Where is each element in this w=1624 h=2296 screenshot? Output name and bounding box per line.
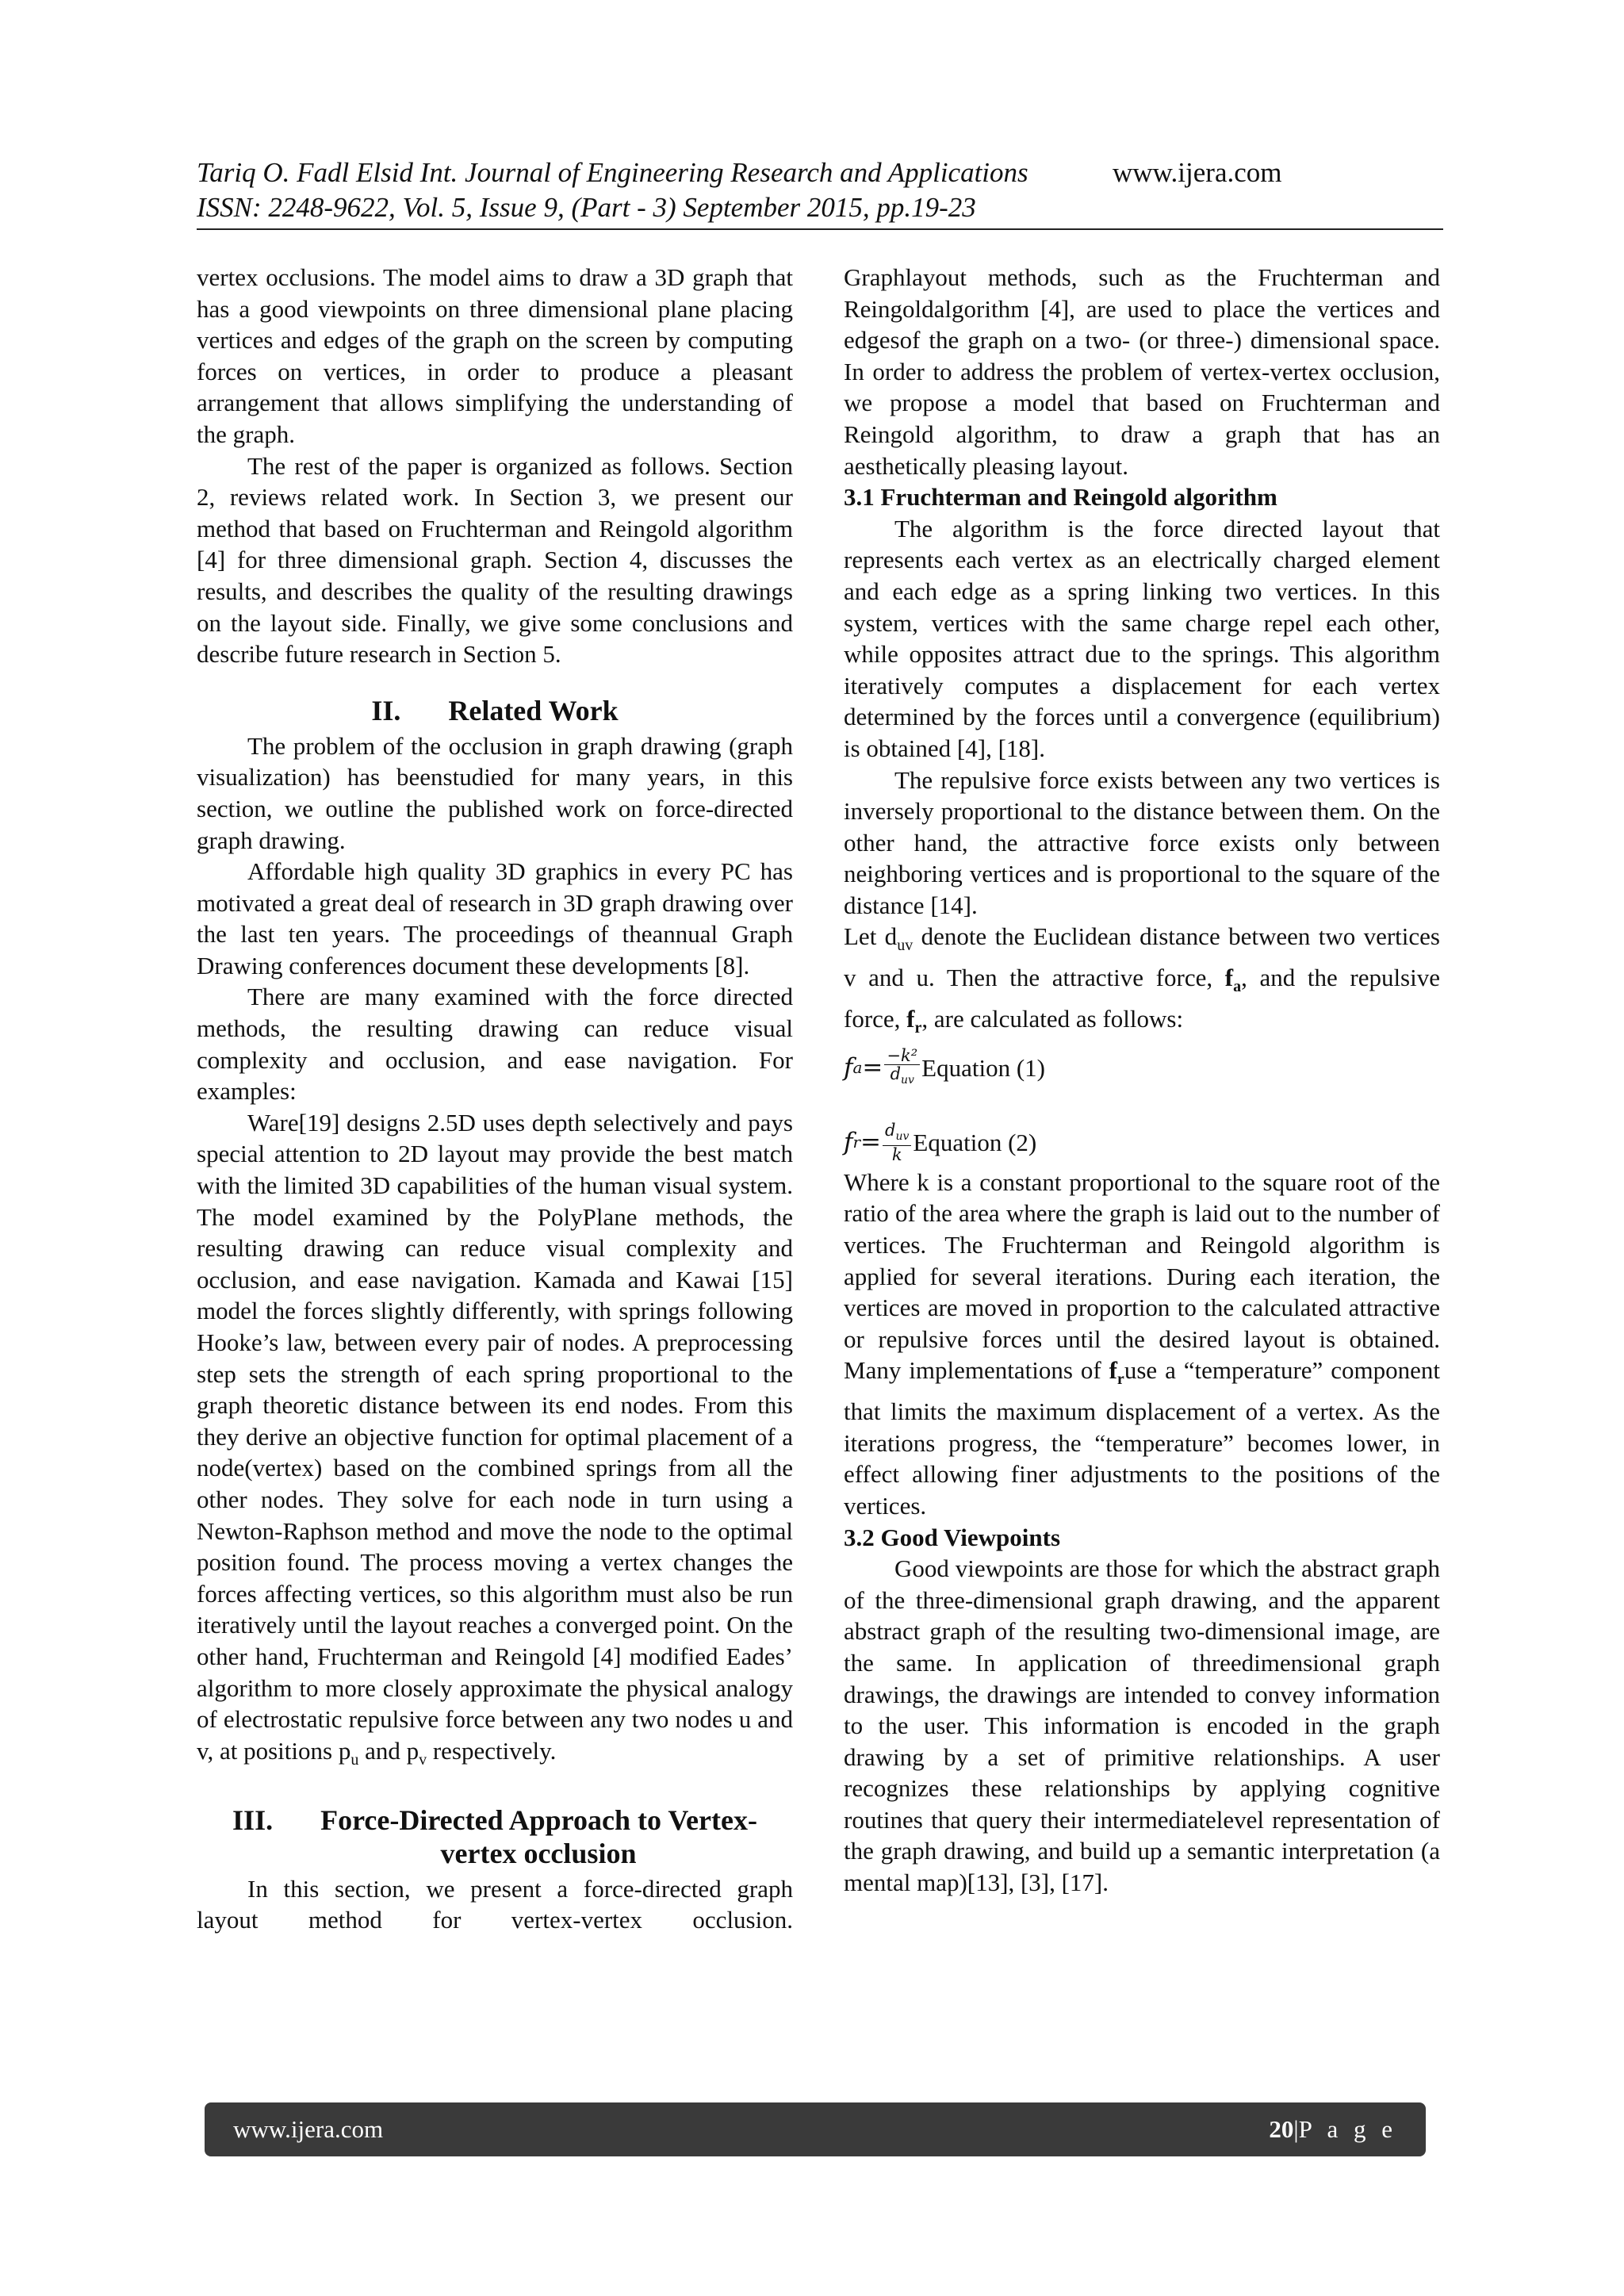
footer-website[interactable]: www.ijera.com xyxy=(233,2115,384,2143)
right-paragraph-3: The repulsive force exists between any two vertices is inversely proportional to the distance between them. On the other hand, the attractive force exists only between neighboring vertices and is proportional to the square of the distance [14]. xyxy=(844,765,1440,919)
right-paragraph-4: Let $d_{uv}$ denote the Euclidean distance between two vertices v and u. Then the attractive force, $f_a$, and the repulsive force, $f_r$, are calculated as follows: xyxy=(844,922,1440,1037)
right-paragraph-6: Good viewpoints are those for which the abstract graph of the three-dimensional graph drawing, and the apparent abstract graph of the resulting two-dimensional image, are the same. In application of threedimensional graph drawings, the drawings are intended to convey information to the user. This information is encoded in the graph drawing by a set of primitive relationships. A user recognizes these relationships by applying cognitive routines that query their intermediatelevel representation of the graph drawing, and build up a semantic interpretation (a mental map)[13], [3], [17]. xyxy=(844,1554,1440,1897)
equation-1-fraction: $\frac{\text{−k²}}{d_{uv}}$ xyxy=(884,1047,920,1089)
section-3-title-line-2: vertex occlusion xyxy=(440,1837,637,1869)
section-2-heading xyxy=(197,694,793,727)
page-number: 20|P a g e xyxy=(1269,2115,1397,2143)
left-paragraph-3: The problem of the occlusion in graph drawing (graph visualization) has beenstudied for many years, in this section, we outline the published work on force-directed graph drawing. xyxy=(197,731,793,854)
left-paragraph-6: Ware[19] designs 2.5D uses depth selectively and pays special attention to 2D layout may provide the best match with the limited 3D capabilities of the human visual system. The model examined by the PolyPlane methods, the resulting drawing can reduce visual complexity and occlusion, and ease navigation. Kamada and Kawai [15] model the forces slightly differently, with springs following Hooke’s law, between every pair of nodes. A preprocessing step sets the strength of each spring proportional to the graph theoretic distance between its end nodes. From this they derive an objective function for optimal placement of a node(vertex) based on the combined springs from all the other nodes. They solve for each node in turn using a Newton-Raphson method and move the node to the optimal position found. The process moving a vertex changes the forces affecting vertices, so this algorithm must also be run iteratively until the layout reaches a converged point. On the other hand, Fruchterman and Reingold [4] modified Eades’ algorithm to more closely approximate the physical analogy of electrostatic repulsive force between any two nodes u and v, at positions $p_u$ and $p_v$ respectively. xyxy=(197,1108,793,1769)
equation-1-label: Equation (1) xyxy=(921,1054,1045,1083)
left-column xyxy=(197,262,793,1936)
equation-1: f a = $\frac{\text{−k²}}{d_{uv}}$ Equation (1) xyxy=(844,1045,1440,1092)
right-paragraph-5: Where k is a constant proportional to the square root of the ratio of the area where the graph is laid out to the number of vertices. The Fruchterman and Reingold algorithm is applied for several iterations. During each iteration, the vertices are moved in proportion to the calculated attractive or repulsive forces until the desired layout is obtained. Many implementations of $f_ruse$ a “temperature” component that limits the maximum displacement of a vertex. As the iterations progress, the “temperature” becomes lower, in effect allowing finer adjustments to the positions of the vertices. xyxy=(844,1167,1440,1520)
section-3-number: III. xyxy=(232,1803,274,1836)
right-paragraph-2: The algorithm is the force directed layout that represents each vertex as an electrically charged element and each edge as a spring linking two vertices. In this system, vertices with the same charge repel each other, while opposites attract due to the springs. This algorithm iteratively computes a displacement for each vertex determined by the forces until a convergence (equilibrium) is obtained [4], [18]. xyxy=(844,514,1440,762)
left-paragraph-2: The rest of the paper is organized as follows. Section 2, reviews related work. In Section 3, we present our method that based on Fruchterman and Reingold algorithm [4] for three dimensional graph. Section 4, discusses the results, and describes the quality of the resulting drawings on the layout side. Finally, we give some conclusions and describe future research in Section 5. xyxy=(197,451,793,669)
section-2-title: Related Work xyxy=(448,694,619,726)
right-column xyxy=(844,262,1440,1899)
journal-title: Tariq O. Fadl Elsid Int. Journal of Engineering Research and Applications xyxy=(197,157,1028,188)
page-footer xyxy=(205,2102,1426,2156)
equation-2: f r = $\frac{d_{uv}}{k}$ Equation (2) xyxy=(844,1121,1037,1165)
left-paragraph-4: Affordable high quality 3D graphics in every PC has motivated a great deal of research in 3D graph drawing over the last ten years. The proceedings of theannual Graph Drawing conferences document these developments [8]. xyxy=(197,857,793,979)
equation-2-label: Equation (2) xyxy=(913,1129,1037,1157)
header-website[interactable]: www.ijera.com xyxy=(1113,157,1282,188)
issn-line: ISSN: 2248-9622, Vol. 5, Issue 9, (Part - 3) September 2015, pp.19-23 xyxy=(197,192,976,223)
section-2-number: II. xyxy=(371,694,401,726)
right-paragraph-1: Graphlayout methods, such as the Fruchterman and Reingoldalgorithm [4], are used to place the vertices and edgesof the graph on a two- (or three-) dimensional space. In order to address the problem of vertex-vertex occlusion, we propose a model that based on Fruchterman and Reingold algorithm, to draw a graph that has an aesthetically pleasing layout. xyxy=(844,263,1440,480)
section-3-heading xyxy=(197,1803,793,1870)
section-3-title-line-1: Force-Directed Approach to Vertex- xyxy=(320,1803,757,1836)
subsection-3-2-heading: 3.2 Good Viewpoints xyxy=(844,1523,1061,1551)
left-paragraph-7: In this section, we present a force-directed graph layout method for vertex-vertex occlusion. xyxy=(197,1874,793,1934)
left-paragraph-5: There are many examined with the force directed methods, the resulting drawing can reduce visual complexity and occlusion, and ease navigation. For examples: xyxy=(197,983,793,1106)
left-paragraph-1: vertex occlusions. The model aims to draw a 3D graph that has a good viewpoints on three dimensional plane placing vertices and edges of the graph on the screen by computing forces on vertices, in order to produce a pleasant arrangement that allows simplifying the understanding of the graph. xyxy=(197,263,793,448)
equation-2-fraction: $\frac{d_{uv}}{k}$ xyxy=(883,1121,911,1163)
subsection-3-1-heading: 3.1 Fruchterman and Reingold algorithm xyxy=(844,483,1277,512)
running-header xyxy=(197,155,1443,230)
